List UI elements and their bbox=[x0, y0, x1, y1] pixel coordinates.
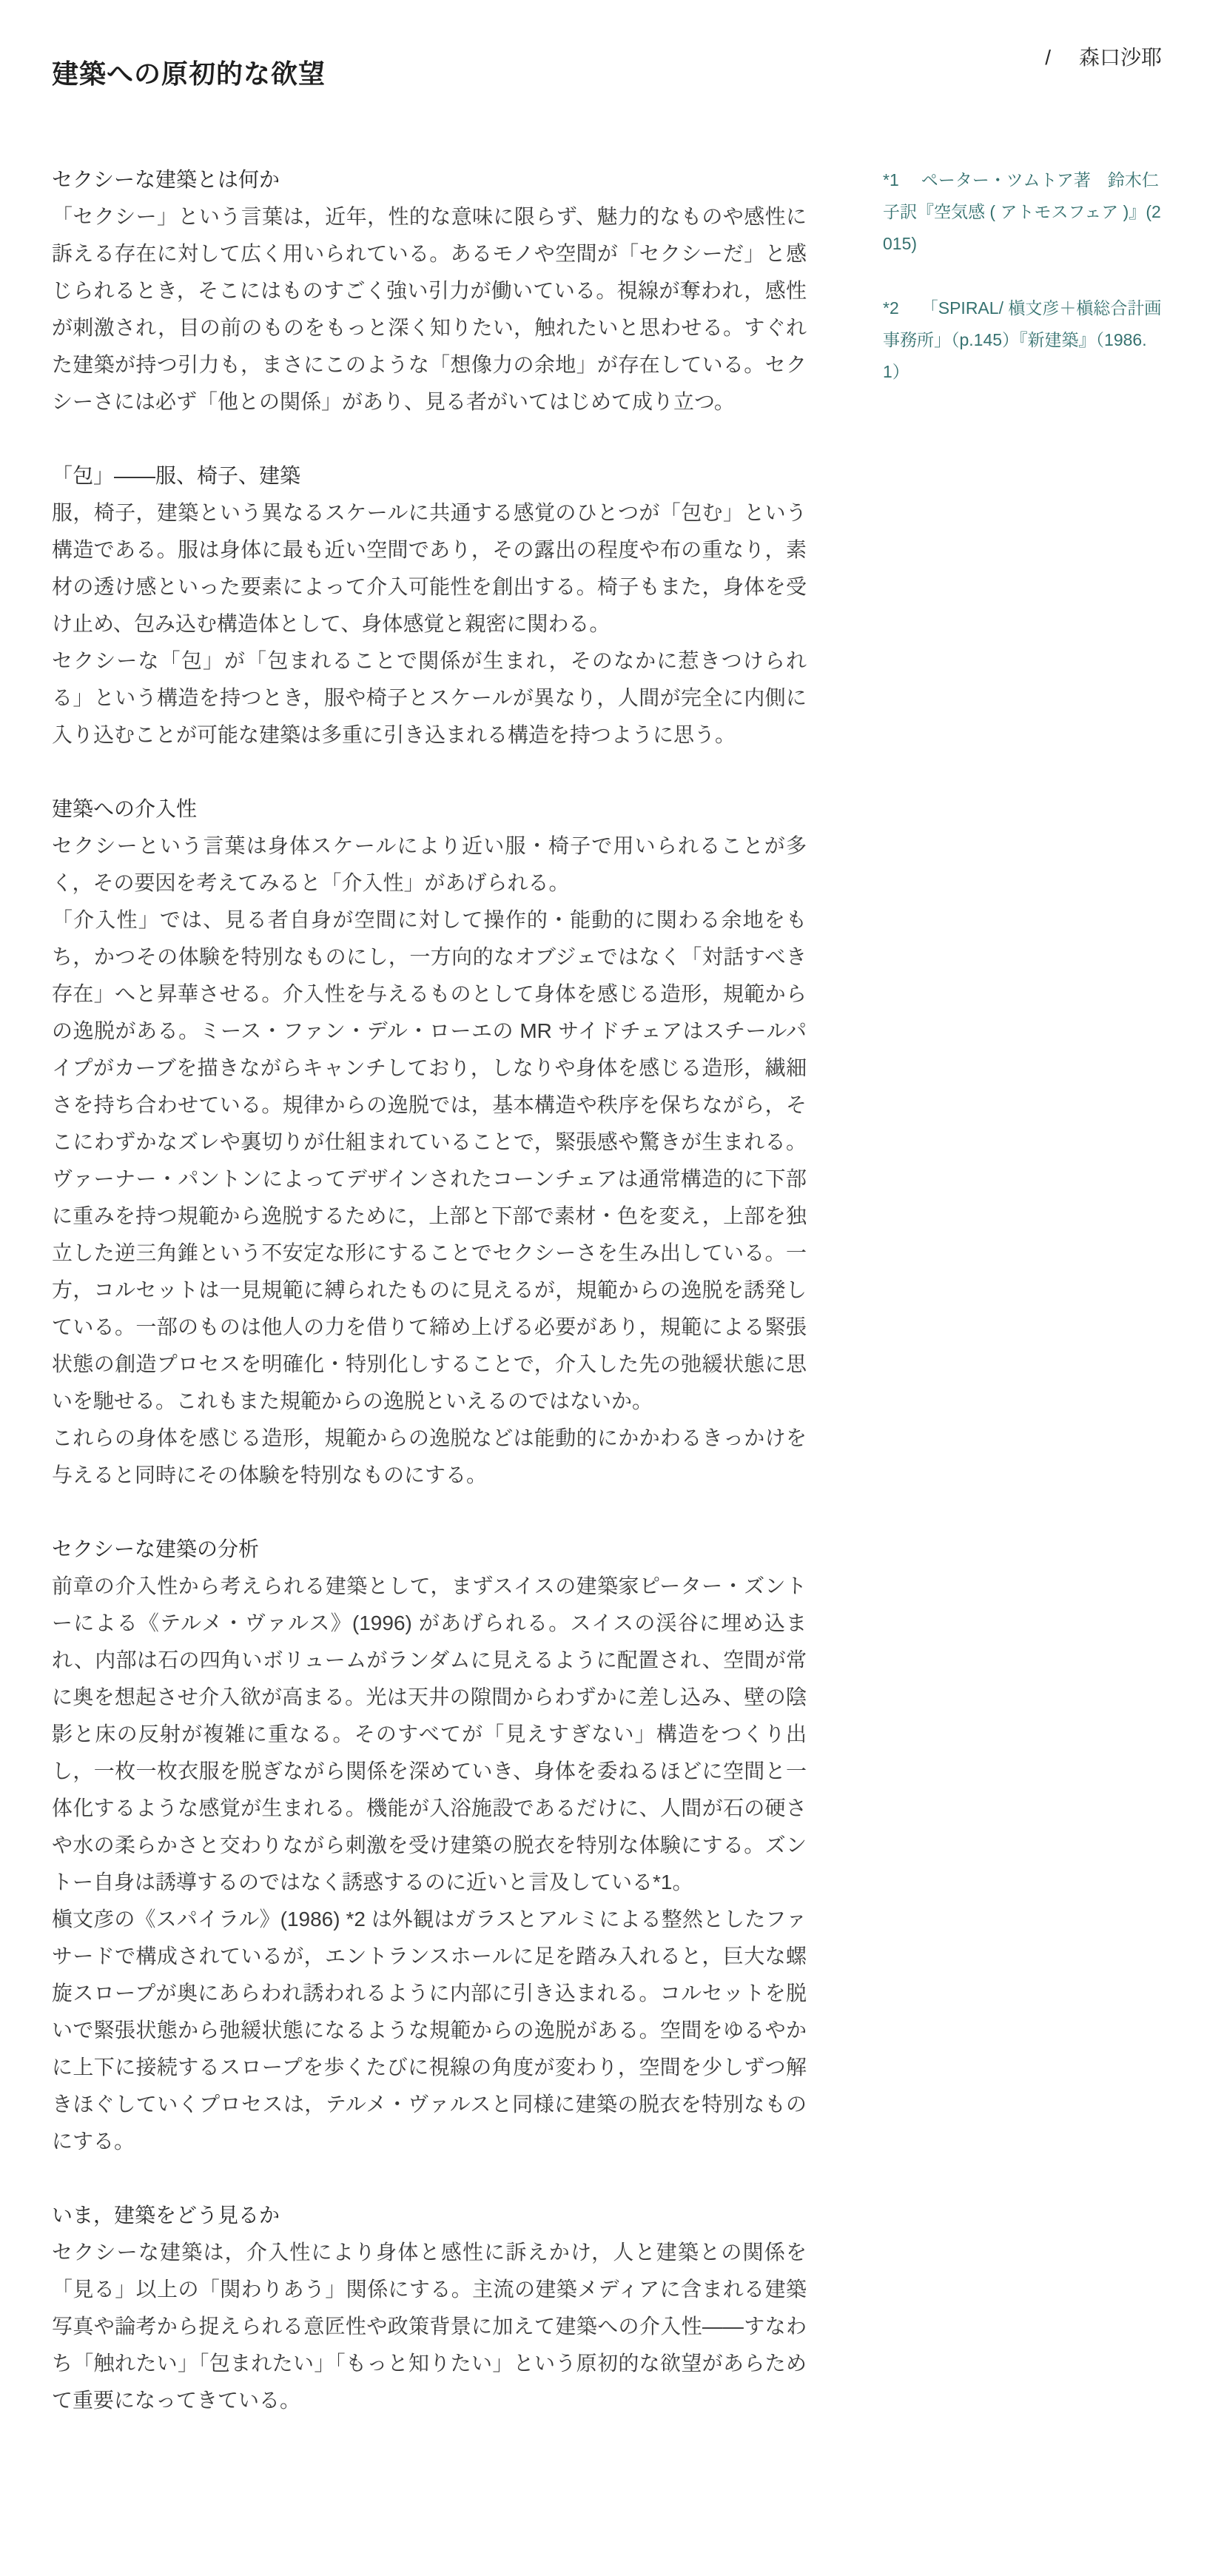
footnote-text: 「SPIRAL/ 槇文彦＋槇総合計画事務所」（p.145）『新建築』（1986.1） bbox=[883, 298, 1162, 381]
paragraph: これらの身体を感じる造形，規範からの逸脱などは能動的にかかわるきっかけを与えると同時にその体験を特別なものにする。 bbox=[52, 1426, 807, 1486]
paragraph: セクシーな「包」が「包まれることで関係が生まれ，そのなかに惹きつけられる」という構造を持つとき，服や椅子とスケールが異なり，人間が完全に内側に入り込むことが可能な建築は多重に引き込まれる構造を持つように思う。 bbox=[52, 649, 807, 746]
paragraph: セクシーな建築は，介入性により身体と感性に訴えかけ，人と建築との関係を「見る」以上の「関わりあう」関係にする。主流の建築メディアに含まれる建築写真や論考から捉えられる意匠性や政策背景に加えて建築への介入性——すなわち「触れたい」「包まれたい」「もっと知りたい」という原初的な欲望があらためて重要になってきている。 bbox=[52, 2241, 807, 2412]
section-heading: セクシーな建築とは何か bbox=[52, 168, 280, 191]
section-what-is-sexy-architecture bbox=[52, 161, 807, 420]
paragraph: 槇文彦の《スパイラル》(1986) *2 は外観はガラスとアルミによる整然としたファサードで構成されているが，エントランスホールに足を踏み入れると，巨大な螺旋スロープが奥にあらわれ誘われるように内部に引き込まれる。コルセットを脱いで緊張状態から弛緩状態になるような規範からの逸脱がある。空間をゆるやかに上下に接続するスロープを歩くたびに視線の角度が変わり，空間を少しずつ解きほぐしていくプロセスは，テルメ・ヴァルスと同様に建築の脱衣を特別なものにする。 bbox=[52, 1908, 807, 2153]
footnote-marker: *2 bbox=[883, 298, 899, 318]
paragraph: 「セクシー」という言葉は，近年，性的な意味に限らず、魅力的なものや感性に訴える存在に対して広く用いられている。あるモノや空間が「セクシーだ」と感じられるとき，そこにはものすごく強い引力が働いている。視線が奪われ，感性が刺激され，目の前のものをもっと深く知りたい，触れたいと思わせる。すぐれた建築が持つ引力も，まさにこのような「想像力の余地」が存在している。セクシーさには必ず「他との関係」があり、見る者がいてはじめて成り立つ。 bbox=[52, 205, 807, 413]
footnote-text: ペーター・ツムトア著 鈴木仁子訳『空気感 ( アトモスフェア )』(2015) bbox=[883, 170, 1161, 253]
section-analysis-of-sexy-architecture bbox=[52, 1531, 807, 2160]
footnote-marker: *1 bbox=[883, 170, 899, 189]
section-heading: 「包」——服、椅子、建築 bbox=[52, 464, 301, 487]
paragraph: セクシーという言葉は身体スケールにより近い服・椅子で用いられることが多く，その要因を考えてみると「介入性」があげられる。 bbox=[52, 834, 807, 894]
author-name: 森口沙耶 bbox=[1078, 46, 1162, 69]
byline bbox=[1045, 41, 1162, 71]
section-heading: セクシーな建築の分析 bbox=[52, 1537, 260, 1560]
byline-separator: / bbox=[1045, 46, 1051, 69]
section-heading: いま，建築をどう見るか bbox=[52, 2204, 280, 2227]
section-intervention-in-architecture bbox=[52, 791, 807, 1494]
section-how-to-see-architecture-now bbox=[52, 2197, 807, 2419]
page-title: 建築への原初的な欲望 bbox=[52, 58, 326, 90]
sidenotes-column bbox=[883, 164, 1162, 388]
paragraph: 「介入性」では、見る者自身が空間に対して操作的・能動的に関わる余地をもち，かつその体験を特別なものにし，一方向的なオブジェではなく「対話すべき存在」へと昇華させる。介入性を与えるものとして身体を感じる造形，規範からの逸脱がある。ミース・ファン・デル・ローエの MR サイドチェアはスチールパイプがカーブを描きながらキャンチしており，しなりや身体を感じる造形，繊細さを持ち合わせている。規律からの逸脱では，基本構造や秩序を保ちながら，そこにわずかなズレや裏切りが仕組まれていることで，緊張感や驚きが生まれる。ヴァーナー・パントンによってデザインされたコーンチェアは通常構造的に下部に重みを持つ規範から逸脱するために，上部と下部で素材・色を変え，上部を独立した逆三角錐という不安定な形にすることでセクシーさを生み出している。一方，コルセットは一見規範に縛られたものに見えるが，規範からの逸脱を誘発している。一部のものは他人の力を借りて締め上げる必要があり，規範による緊張状態の創造プロセスを明確化・特別化しすることで，介入した先の弛緩状態に思いを馳せる。これもまた規範からの逸脱といえるのではないか。 bbox=[52, 908, 807, 1412]
section-wrap-clothes-chair-architecture bbox=[52, 457, 807, 754]
article-body bbox=[52, 161, 807, 2419]
paragraph: 前章の介入性から考えられる建築として，まずスイスの建築家ピーター・ズントーによる《テルメ・ヴァルス》(1996) があげられる。スイスの渓谷に埋め込まれ、内部は石の四角いボリュームがランダムに見えるように配置され、空間が常に奥を想起させ介入欲が高まる。光は天井の隙間からわずかに差し込み、壁の陰影と床の反射が複雑に重なる。そのすべてが「見えすぎない」構造をつくり出し，一枚一枚衣服を脱ぎながら関係を深めていき、身体を委ねるほどに空間と一体化するような感覚が生まれる。機能が入浴施設であるだけに、人間が石の硬さや水の柔らかさと交わりながら刺激を受け建築の脱衣を特別な体験にする。ズントー自身は誘導するのではなく誘惑するのに近いと言及している*1。 bbox=[52, 1574, 807, 1894]
section-heading: 建築への介入性 bbox=[52, 797, 198, 820]
paragraph: 服，椅子，建築という異なるスケールに共通する感覚のひとつが「包む」という構造である。服は身体に最も近い空間であり，その露出の程度や布の重なり，素材の透け感といった要素によって介入可能性を創出する。椅子もまた，身体を受け止め、包み込む構造体として、身体感覚と親密に関わる。 bbox=[52, 501, 807, 635]
footnote-1 bbox=[883, 164, 1162, 260]
footnote-2 bbox=[883, 292, 1162, 388]
